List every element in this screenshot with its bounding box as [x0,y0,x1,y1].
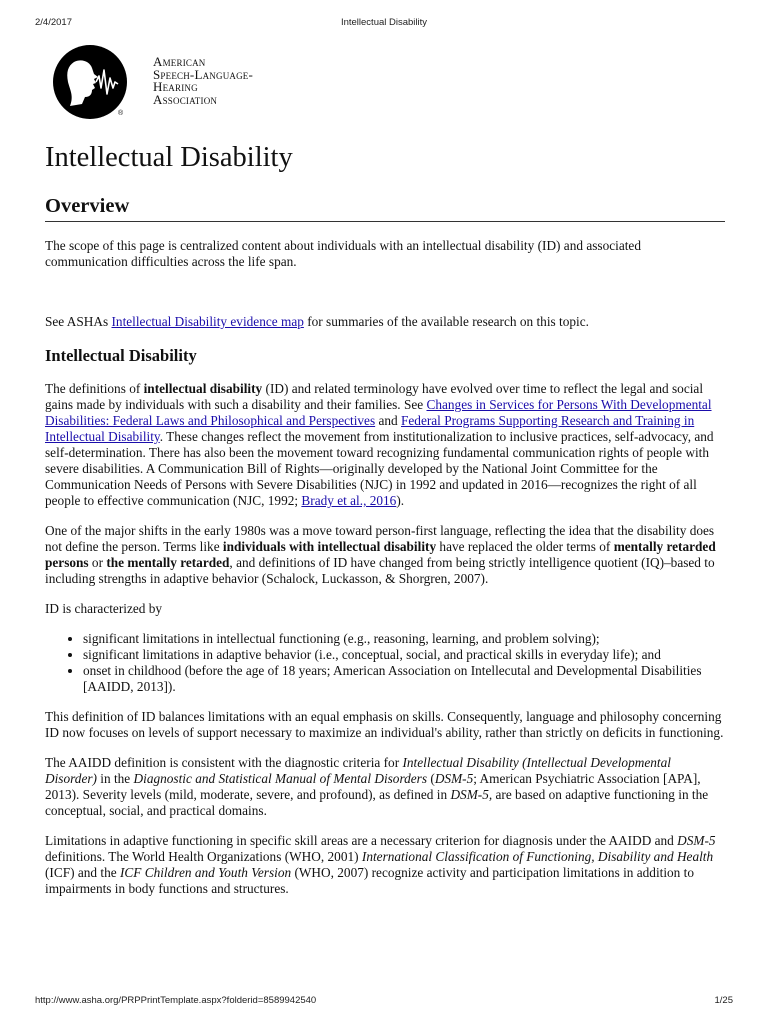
aaidd-paragraph [45,755,725,819]
page-title: Intellectual Disability [45,142,293,173]
list-item: • significant limitations in adaptive behavior (i.e., conceptual, social, and practical skills in everyday life); and [83,647,725,663]
print-url: http://www.asha.org/PRPPrintTemplate.aspx?folderid=8589942540 [35,995,317,1006]
text-run: and [375,413,401,428]
asha-profile-soundwave-icon [52,44,128,120]
text-run: in the [96,771,134,786]
federal-programs-link[interactable]: Federal Programs Supporting Research and Training in Intellectual Disability [45,413,695,444]
text-run: or [88,555,107,570]
bold-term: the mentally retarded [106,555,230,570]
evidence-map-paragraph [45,314,725,330]
logo-line: American [153,54,206,69]
text-run: Limitations in adaptive functioning in specific skill areas are a necessary criterion for diagnosis under the AAIDD and [45,833,678,848]
text-run: (ICF) and the [45,865,120,880]
limitations-paragraph [45,833,725,897]
see-suffix: for summaries of the available research on this topic. [303,314,589,329]
text-run: ; American Psychiatric Association [APA], 2013). Severity levels (mild, moderate, severe, and profound), as defined in [45,771,701,802]
article-body [45,238,725,911]
italic-term: ICF Children and Youth Version [119,865,292,880]
bold-term: mentally retarded persons [45,539,716,570]
italic-term: Diagnostic and Statistical Manual of Mental Disorders [133,771,428,786]
see-prefix: See ASHAs [45,314,112,329]
list-item: • significant limitations in intellectual functioning (e.g., reasoning, learning, and problem solving); [83,631,725,647]
text-run: have replaced the older terms of [436,539,614,554]
definitions-paragraph [45,381,725,509]
changes-in-services-link[interactable]: Changes in Services for Persons With Developmental Disabilities: Federal Laws and Philosophical and Perspectives [45,397,712,428]
text-run: (WHO, 2007) recognize activity and participation limitations in addition to impairments in body functions and structures. [45,865,694,896]
person-first-paragraph [45,523,725,587]
text-run: , and definitions of ID have changed from being strictly intelligence quotient (IQ)–based to including strengths in adaptive behavior (Schalock, Luckasson, & Shorgren, 2007). [45,555,715,586]
print-title: Intellectual Disability [340,17,428,28]
bold-term: intellectual disability [143,381,263,396]
italic-term: DSM-5 [434,771,474,786]
characterized-intro: ID is characterized by [45,601,163,616]
print-date: 2/4/2017 [35,17,72,28]
asha-logo[interactable] [52,44,302,122]
text-run: One of the major shifts in the early 1980s was a move toward person-first language, reflecting the idea that the disability does not define the person. Terms like [45,523,715,554]
italic-term: DSM-5 [677,833,716,848]
registered-mark: ® [118,110,124,117]
evidence-map-link[interactable]: Intellectual Disability evidence map [111,314,304,329]
text-run: definitions. The World Health Organizations (WHO, 2001) [45,849,362,864]
criteria-list [45,631,725,695]
logo-line: Speech-Language- [153,66,254,82]
list-item: • onset in childhood (before the age of 18 years; American Association on Intellecutal and Developmental Disabilities [AAIDD, 2013]). [83,663,725,695]
text-run: . These changes reflect the movement from institutionalization to inclusive practices, self-advocacy, and self-determination. There has also been the movement toward recognizing fundamental communication rights of people with severe disabilities. A Communication Bill of Rights—originally developed by the National Joint Committee for the Communication Needs of Persons with Severe Disabilities (NJC) in 1992 and updated in 2016—recognizes the right of all people to effective communication (NJC, 1992; [45,429,714,508]
page-number: 1/25 [714,995,733,1006]
text-run: The AAIDD definition is consistent with the diagnostic criteria for [45,755,403,770]
asha-wordmark [153,56,253,106]
overview-heading: Overview [45,194,725,222]
section-heading: Intellectual Disability [45,346,197,365]
italic-term: DSM-5, [450,787,493,802]
text-run: ( [427,771,435,786]
bold-term: individuals with intellectual disability [222,539,437,554]
italic-term: International Classification of Functioning, Disability and Health [361,849,714,864]
text-run: are based on adaptive functioning in the conceptual, social, and practical domains. [45,787,709,818]
scope-paragraph: The scope of this page is centralized content about individuals with an intellectual disability (ID) and associated communication difficulties across the life span. [45,238,641,269]
italic-term: Intellectual Disability (Intellectual Developmental Disorder) [45,755,671,786]
balance-paragraph: This definition of ID balances limitations with an equal emphasis on skills. Consequently, language and philosophy concerning ID now focuses on levels of support necessary to maximize an individual's ability, rather than strictly on deficits in functioning. [45,709,724,740]
text-run: (ID) and related terminology have evolved over time to reflect the legal and social gains made by individuals with such a disability and their families. See [45,381,704,412]
text-run: ). [396,493,405,508]
brady-citation-link[interactable]: Brady et al., 2016 [301,493,397,508]
logo-line: Hearing [153,79,198,94]
text-run: The definitions of [45,381,144,396]
logo-line: Association [153,91,218,107]
